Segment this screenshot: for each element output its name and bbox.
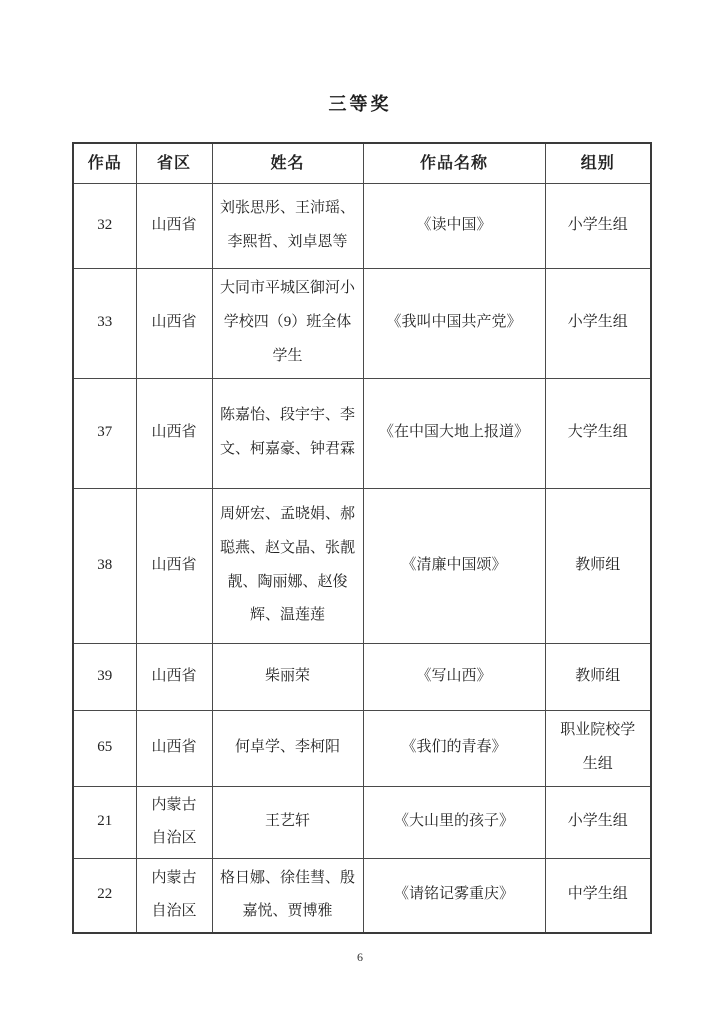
work-title-cell: 《请铭记雾重庆》 bbox=[363, 859, 545, 933]
work-id-cell: 21 bbox=[73, 786, 136, 859]
work-title-cell: 《读中国》 bbox=[363, 183, 545, 268]
group-cell: 小学生组 bbox=[545, 268, 651, 378]
award-table-head bbox=[73, 143, 651, 183]
names-cell: 周妍宏、孟晓娟、郝聪燕、赵文晶、张靓靓、陶丽娜、赵俊辉、温莲莲 bbox=[212, 488, 363, 643]
group-cell: 大学生组 bbox=[545, 378, 651, 488]
award-table-body bbox=[73, 183, 651, 933]
work-id-cell: 32 bbox=[73, 183, 136, 268]
work-title-cell: 《大山里的孩子》 bbox=[363, 786, 545, 859]
names-cell: 大同市平城区御河小学校四（9）班全体学生 bbox=[212, 268, 363, 378]
work-id-cell: 39 bbox=[73, 643, 136, 710]
group-cell: 教师组 bbox=[545, 488, 651, 643]
names-cell: 格日娜、徐佳彗、殷嘉悦、贾博雅 bbox=[212, 859, 363, 933]
group-cell: 中学生组 bbox=[545, 859, 651, 933]
province-cell: 山西省 bbox=[136, 643, 212, 710]
header-work-title: 作品名称 bbox=[363, 143, 545, 183]
work-id-cell: 33 bbox=[73, 268, 136, 378]
province-cell: 山西省 bbox=[136, 710, 212, 786]
names-cell: 何卓学、李柯阳 bbox=[212, 710, 363, 786]
work-title-cell: 《我叫中国共产党》 bbox=[363, 268, 545, 378]
work-id-cell: 37 bbox=[73, 378, 136, 488]
province-cell: 内蒙古自治区 bbox=[136, 859, 212, 933]
province-cell: 山西省 bbox=[136, 378, 212, 488]
names-cell: 陈嘉怡、段宇宇、李文、柯嘉豪、钟君霖 bbox=[212, 378, 363, 488]
header-group: 组别 bbox=[545, 143, 651, 183]
group-cell: 小学生组 bbox=[545, 786, 651, 859]
page-number: 6 bbox=[357, 950, 363, 964]
header-names: 姓名 bbox=[212, 143, 363, 183]
page-title: 三等奖 bbox=[328, 94, 392, 114]
work-id-cell: 38 bbox=[73, 488, 136, 643]
table-row bbox=[73, 268, 651, 378]
table-row bbox=[73, 710, 651, 786]
province-cell: 山西省 bbox=[136, 183, 212, 268]
province-cell: 内蒙古自治区 bbox=[136, 786, 212, 859]
table-row bbox=[73, 786, 651, 859]
table-row bbox=[73, 488, 651, 643]
header-province: 省区 bbox=[136, 143, 212, 183]
province-cell: 山西省 bbox=[136, 268, 212, 378]
table-row bbox=[73, 859, 651, 933]
award-table bbox=[72, 142, 652, 934]
header-row bbox=[73, 143, 651, 183]
work-title-cell: 《写山西》 bbox=[363, 643, 545, 710]
work-title-cell: 《在中国大地上报道》 bbox=[363, 378, 545, 488]
header-work-id: 作品 bbox=[73, 143, 136, 183]
work-title-cell: 《清廉中国颂》 bbox=[363, 488, 545, 643]
work-title-cell: 《我们的青春》 bbox=[363, 710, 545, 786]
province-cell: 山西省 bbox=[136, 488, 212, 643]
table-row bbox=[73, 378, 651, 488]
table-row bbox=[73, 183, 651, 268]
group-cell: 教师组 bbox=[545, 643, 651, 710]
table-row bbox=[73, 643, 651, 710]
group-cell: 小学生组 bbox=[545, 183, 651, 268]
work-id-cell: 22 bbox=[73, 859, 136, 933]
group-cell: 职业院校学生组 bbox=[545, 710, 651, 786]
names-cell: 王艺轩 bbox=[212, 786, 363, 859]
work-id-cell: 65 bbox=[73, 710, 136, 786]
names-cell: 柴丽荣 bbox=[212, 643, 363, 710]
names-cell: 刘张思彤、王沛瑶、李熙哲、刘卓恩等 bbox=[212, 183, 363, 268]
